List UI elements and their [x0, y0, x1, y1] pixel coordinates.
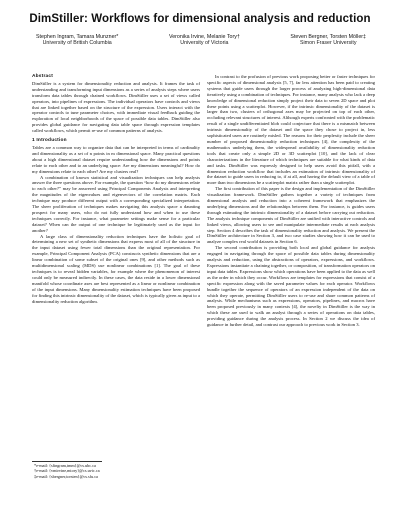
abstract-text: DimStiller is a system for dimensionality reduction and analysis. It frames the task of understanding and transforming input dimensions as a series of analysis steps where users transform data tables through chained workflows. DimStiller uses a set of views called operators, into pipelines of expressions. The individual operators have controls and views that are linked together based on the structure of the expression. Users interact with the operator controls to tune parameter choices, with immediate visual feedback guiding the exploration of local neighborhoods of the space of possible data tables. DimStiller also provides global guidance for navigating data table space through expression templates called workflows, which permit re-use of common patterns of analysis. — [32, 80, 200, 134]
left-column — [32, 74, 200, 304]
footnote: ‡e-mail: {sbergner,torsten}@cs.sfu.ca — [34, 473, 98, 479]
body-paragraph: In contrast to the profusion of previous work proposing better or faster techniques for specific aspects of dimensional analysis [5, 7], far less attention has been paid to creating systems that guide users through the larger process of analyzing high-dimensional data iteratively using a combination of techniques. For instance, many analysts who lack a deep knowledge of dimensional reduction simply project their data to seven 2D space and plot these points using a scatterplot. However, if the intrinsic dimensionality of the dataset is larger than two, clusters of orthogonal axes may be projected on top of each other, occluding relevant structures of interest. Although experts confronted with the problematic result of a single undifferentiated blob could conjecture that there is a mismatch between intrinsic dimensionality of the dataset and the space they chose to project in, less sophisticated users are routinely misled. The reasons for their perplexity include the sheer number of proposed dimensionality reduction techniques [4], the complexity of the mathematics underlying them, the widespread availability of dimensionality reduction tools that create only a simple 2D or 3D scatterplot [10], and the lack of clear characterizations in the literature of which techniques are suitable for what kinds of data and tasks. DimStiller was expressly designed to help users avoid this pitfall, with a dimension reduction workflow that includes an estimation of intrinsic dimensionality of the dataset to guide users in reducing to, if at all, and having the default view of a table of more than two dimensions be a scatterplot matrix rather than a single scatterplot. — [207, 74, 375, 186]
intro-paragraph: Tables are a common way to organize data that can be interpreted in terms of cardinality and dimensionality as a set of n points in m dimensional space. Many practical questions about a high dimensional dataset require understanding how the dimensions and points relate to each other and to an underlying space: Are my dimensions meaningful? How do my dimensions relate to each other? Are my clusters real? — [32, 144, 200, 174]
footnote: *e-mail: {sfingram,tmm}@cs.ubc.ca — [34, 463, 96, 468]
body-paragraph: The first contribution of this paper is the design and implementation of the DimStiller visualization framework. DimStiller gathers together a variety of techniques from dimensional analysis and reduction into a coherent framework that emphasizes the underlying dimensions and the relationships between them. For instance, is guides users through estimating the intrinsic dimensionality of a dataset before carrying out reduction. The analysis technique components of DimStiller are unified with interactive controls and linked views, allowing users to see and manipulate intermediate results at each analysis step. Section 4 describes the task of dimensionality reduction and analysis. We present the DimStiller architecture in Section 3, and two case studies showing how it can be used to analyze complex real world datasets in Section 6. — [207, 186, 375, 245]
author-institution: Simon Fraser University — [299, 40, 357, 47]
author-list — [36, 34, 366, 47]
footnote-rule — [32, 461, 102, 462]
section-heading-introduction: 1 Introduction — [32, 138, 67, 144]
intro-paragraph: A large class of dimensionality reduction techniques have the holistic goal of determining a new set of synthetic dimensions that express most of all of the structure in the input dataset using fewer total dimensions than the original representation. For example, Principal Component Analysis (PCA) constructs synthetic dimensions that are a linear combination of some subset of the original ones [9], and other methods such as multidimensional scaling (MDS) use nonlinear combinations [1]. The goal of these techniques is to reveal hidden variables, for example where the phenomenon of interest could only be measured indirectly. In these cases, the data reside in a lower dimensional manifold whose coordinate axes are best represented as a linear or nonlinear combination of the input dimensions. Many dimensionality estimation techniques have been proposed for finding this intrinsic dimensionality of the dataset, which is typically given as input to a dimensionality reduction algorithm. — [32, 233, 200, 304]
author-names: Veronika Irvine, Melanie Tory† — [168, 34, 240, 40]
intro-paragraph: A combination of known statistical and visualization techniques can help analysts answer the three questions above. For example, the question “how do my dimensions relate to each other?” may be answered using Principal Components Analysis and interpreting the magnitudes of the eigenvalues and eigenvectors of the correlation matrix. Each technique may produce different output with a corresponding specialized interpretation. The sheer proliferation of techniques makes navigating this analysis space a daunting prospect for many users, who do not fully understand how and when to use these techniques correctly. For instance, what parameter settings make sense for a particular dataset? When can the output of one technique be legitimately used as the input for another? — [32, 174, 201, 233]
author-names: Steven Bergner, Torsten Möller‡ — [290, 34, 366, 40]
footnote: †e-mail: {vmirvine,mtory}@cs.uvic.ca — [34, 468, 100, 474]
body-paragraph: The second contribution is providing both local and global guidance for analysts engaged in navigating through the space of possible data tables during dimensionality analysis and reduction, using the abstractions of operators, expressions, and workflows. Expressions instantiate a chaining together, or composition, of transformation operators on input data tables. Expressions show which operations have been applied to the data as well as the order in which they occur. Workflows are templates for expressions that consist of a specific expression along with the saved parameter values for each operator. Workflows bundle together the sequence of operators of an expression independent of the data on which they operate, permitting DimStiller users to re-use and share common patterns of analysis. While mechanisms such as expressions, operators, pipelines, and macros have been proposed previously in many contexts [4], the novelty in DimStiller is the way in which these are used to walk an analyst through a series of operations on data tables, providing guidance during the analysis process. In Section 2 we discuss the idea of guidance in further detail, and contrast our approach to previous work in Section 3. — [207, 245, 375, 328]
abstract-heading: Abstract — [32, 74, 54, 79]
author-institution: University of British Columbia — [42, 40, 112, 47]
author-group — [36, 34, 118, 47]
paper-title: DimStiller: Workflows for dimensional analysis and reduction — [29, 13, 371, 25]
author-institution: University of Victoria — [180, 40, 229, 47]
author-names: Stephen Ingram, Tamara Munzner* — [36, 34, 119, 40]
author-group — [169, 34, 240, 47]
right-column — [207, 74, 375, 328]
author-group — [290, 34, 366, 47]
footnotes — [34, 463, 100, 479]
